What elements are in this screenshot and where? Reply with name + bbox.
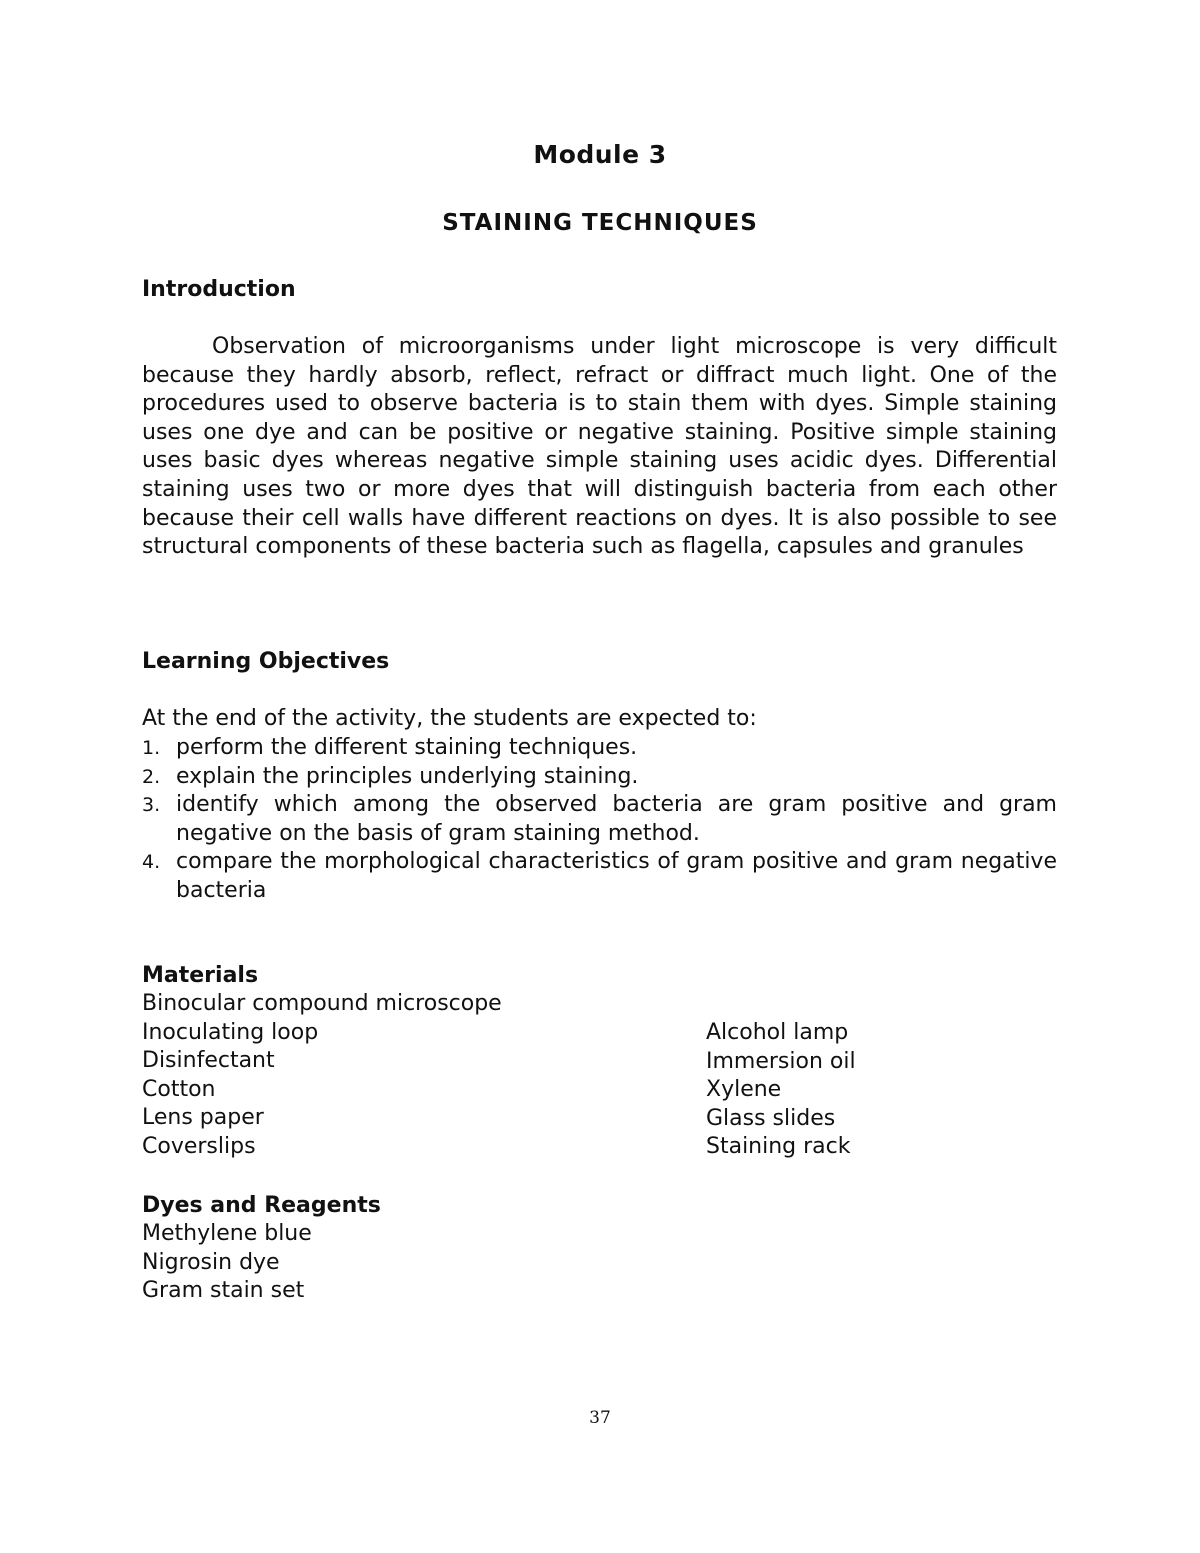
reagents-heading: Dyes and Reagents [142,1193,381,1218]
objectives-heading: Learning Objectives [142,649,390,674]
list-number: 1. [142,737,161,759]
reagent-item: Methylene blue [142,1221,312,1246]
list-number: 3. [142,794,161,817]
page-title: STAINING TECHNIQUES [442,210,758,236]
list-text: compare the morphological characteristics of gram positive and gram negative bacteria [176,849,1057,903]
list-item [142,848,1057,905]
introduction-paragraph: Observation of microorganisms under light microscope is very difficult because they hardly absorb, reflect, refract or diffract much light. One of the procedures used to observe bacteria is to stain them with dyes. Simple staining uses one dye and can be positive or negative staining. Positive simple staining uses basic dyes whereas negative simple staining uses acidic dyes. Differential staining uses two or more dyes that will distinguish bacteria from each other because their cell walls have different reactions on dyes. It is also possible to see structural components of these bacteria such as flagella, capsules and granules [142,334,1057,560]
material-item: Coverslips [142,1133,256,1159]
list-item [142,791,1057,848]
list-item [142,763,1057,792]
list-number: 2. [142,765,161,788]
material-item: Glass slides [706,1105,836,1131]
material-item: Cotton [142,1076,216,1102]
list-number: 4. [142,851,161,874]
material-item: Lens paper [142,1105,264,1131]
materials-right-column [706,1019,856,1162]
material-item: Inoculating loop [142,1019,319,1045]
materials-heading: Materials [142,963,259,988]
list-text: explain the principles underlying staining. [176,763,639,789]
objectives-lead: At the end of the activity, the students are expected to: [142,706,757,731]
reagent-item: Gram stain set [142,1278,305,1304]
material-item: Binocular compound microscope [142,991,502,1016]
material-item: Alcohol lamp [706,1020,849,1045]
list-text: identify which among the observed bacteria are gram positive and gram negative on the basis of gram staining method. [176,792,1057,846]
reagent-item: Nigrosin dye [142,1249,280,1275]
list-item [142,734,1057,763]
page-number: 37 [589,1408,611,1428]
material-item: Immersion oil [706,1048,856,1074]
reagents-list [142,1220,312,1306]
material-item: Xylene [706,1077,782,1103]
material-item: Disinfectant [142,1048,275,1074]
materials-left-column [142,990,502,1162]
list-text: perform the different staining techniques. [176,735,638,760]
objectives-list [142,734,1057,906]
material-item: Staining rack [706,1134,851,1160]
module-label: Module 3 [533,140,667,169]
introduction-heading: Introduction [142,277,296,302]
